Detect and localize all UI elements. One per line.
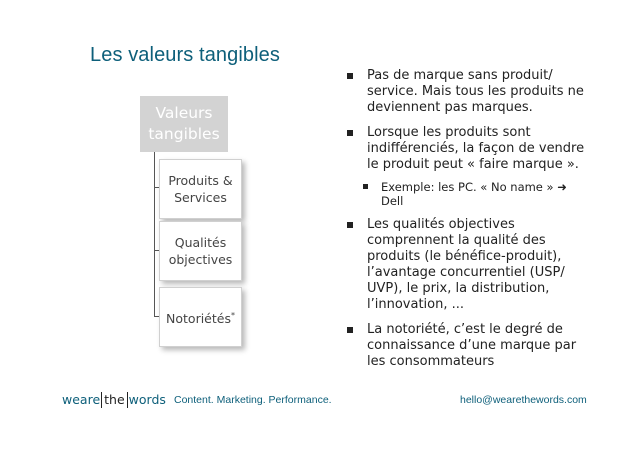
node-label-line1: Produits & [168, 173, 233, 188]
footnote-marker: * [230, 310, 235, 320]
footer-tagline: Content. Marketing. Performance. [174, 394, 332, 406]
brand-logo [62, 392, 166, 408]
sub-bullet-item: Exemple: les PC. « No name » ➜ Dell [345, 180, 585, 208]
root-label-line1: Valeurs [155, 104, 213, 122]
bullet-item: Lorsque les produits sont indifférenciés, la façon de vendre le produit peut « faire marque ». [345, 125, 585, 173]
bullet-item: Pas de marque sans produit/ service. Mais tous les produits ne deviennent pas marques. [345, 68, 585, 116]
diagram-node-produits-services [159, 159, 242, 219]
root-label-line2: tangibles [148, 125, 220, 143]
node-label-line1: Notoriétés [166, 311, 231, 327]
footer-email: hello@wearethewords.com [460, 394, 587, 406]
diagram-root-node [140, 96, 228, 152]
logo-part-the: the [101, 392, 128, 408]
logo-part-weare: weare [62, 392, 101, 407]
slide-title: Les valeurs tangibles [90, 44, 280, 66]
node-label-line2: Services [174, 190, 227, 205]
bullet-item: La notoriété, c’est le degré de connaissance d’une marque par les consommateurs [345, 322, 585, 370]
bullet-item: Les qualités objectives comprennent la qualité des produits (le bénéfice-produit), l’avantage concurrentiel (USP/ UVP), le prix, la distribution, l’innovation, ... [345, 217, 585, 313]
tangible-values-diagram [0, 0, 300, 360]
bullet-list [345, 68, 585, 379]
logo-part-words: words [128, 392, 166, 407]
node-label-line1: Qualités [174, 235, 227, 250]
node-label-line2: objectives [168, 252, 233, 267]
diagram-connector [154, 152, 155, 317]
diagram-node-qualites-objectives [159, 221, 242, 281]
diagram-node-notoriete [159, 287, 242, 347]
